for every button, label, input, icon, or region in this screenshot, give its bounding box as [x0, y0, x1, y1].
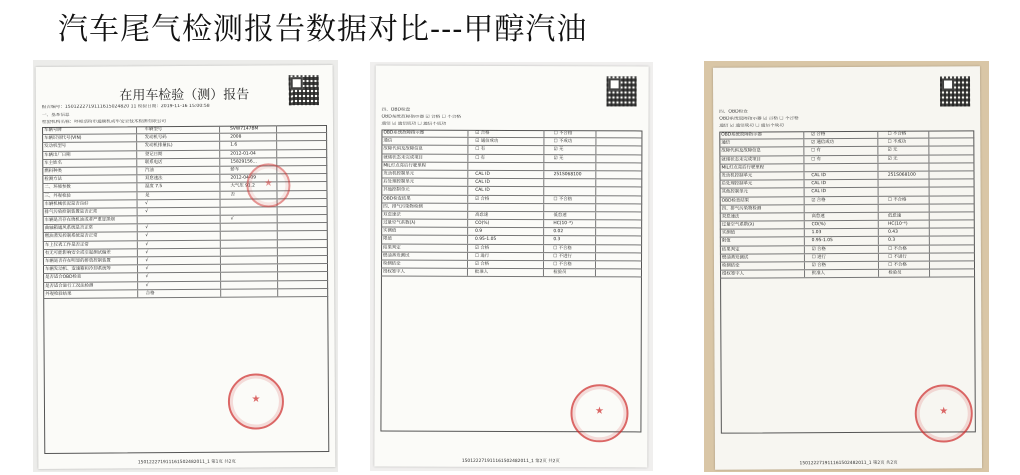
report-line: 通信 ☑ 通信成功 ☐ 通信不成功	[719, 123, 784, 129]
table-cell: 通信	[721, 140, 731, 146]
table-cell: 双怠速法	[383, 212, 401, 218]
report-photo-2	[370, 62, 653, 471]
table-cell: 四、排气污染物检测	[721, 206, 762, 212]
table-cell: 就绪状态未完成项目	[721, 157, 761, 163]
table-cell: ☑ 无	[553, 147, 564, 153]
table-cell: ☑ 合格	[475, 196, 490, 202]
report-sheet	[713, 66, 982, 469]
table-cell: 车辆发动机、变速箱和冷却系统等	[44, 266, 111, 273]
table-cell: HC(10⁻⁶)	[888, 221, 908, 227]
table-cell: ☑ 无	[887, 148, 898, 154]
table-cell: 温度 7.5	[145, 184, 163, 190]
table-cell: 批准人	[474, 270, 489, 276]
table-cell: 0.43	[888, 229, 898, 236]
table-cell: 登记日期	[144, 151, 163, 157]
table-cell: ☐ 有	[475, 147, 486, 153]
table-cell: 检验员	[553, 270, 567, 276]
table-cell: ☐ 有	[811, 148, 821, 154]
table-cell: OBD检查结果	[721, 198, 750, 204]
report-footer: 150122271911161502482011_1 第2页 共2页	[461, 458, 560, 465]
table-cell: CO(%)	[475, 220, 490, 226]
table-cell: √	[145, 209, 149, 215]
table-cell: 车辆型号	[144, 127, 163, 133]
table-cell: 低怠速	[553, 213, 567, 219]
table-cell: ☐ 不合格	[553, 131, 573, 137]
page-headline: 汽车尾气检测报告数据对比---甲醇汽油	[58, 12, 588, 47]
table-cell: HC(10⁻⁶)	[553, 221, 573, 227]
table-cell: 否	[230, 192, 236, 198]
report-line: 通信 ☑ 通信成功 ☐ 通信不成功	[381, 121, 447, 127]
table-cell: √	[145, 282, 149, 288]
report-line: OBD系统故障指示器 ☑ 合格 ☐ 不合格	[719, 116, 799, 122]
table-cell: 通信	[383, 138, 393, 144]
table-cell: CAL ID	[475, 188, 490, 194]
table-cell: 结果判定	[383, 245, 401, 251]
table-cell: 0.3	[888, 238, 896, 244]
table-cell: 外观检验结果	[45, 291, 72, 297]
table-cell: 实测值	[383, 228, 397, 234]
table-cell: 高怠速	[811, 213, 825, 220]
report-footer: 150122271911161502482011_1 第2页 共2页	[799, 460, 898, 467]
table-cell: 其他控制单元	[383, 187, 410, 193]
table-cell: 是否适合进行工况法检测	[45, 283, 94, 289]
table-cell: 授权签字人	[722, 271, 745, 277]
table-cell: SVW7147BM	[230, 126, 259, 132]
table-cell: 低怠速	[888, 213, 902, 219]
table-cell: 车辆出厂日期	[44, 152, 71, 158]
table-cell: ☑ 合格	[811, 132, 826, 138]
table-cell: 实测值	[721, 230, 736, 236]
table-cell: ☑ 无	[887, 156, 898, 162]
table-cell: 过量空气系数(λ)	[383, 220, 416, 226]
red-seal-stamp	[915, 384, 973, 442]
table-cell: 0.3	[553, 237, 561, 243]
table-cell: ☐ 不进行	[888, 254, 907, 260]
table-cell: ☐ 不成功	[553, 139, 573, 145]
table-cell: 其他控制单元	[721, 189, 748, 195]
report-line: 一、基本信息	[41, 112, 70, 118]
table-cell: ☑ 合格	[811, 246, 826, 252]
report-photo-3	[704, 61, 989, 472]
table-cell: 三、外观检验	[44, 193, 71, 199]
report-line: 报告编号：1501222719111615024820 11 检验日期：2019-11-16 15:00:58	[41, 103, 210, 110]
table-cell: ☑ 合格	[475, 245, 490, 251]
table-cell: 曲轴箱通风系统是否正常	[44, 225, 94, 232]
table-cell: 限值	[721, 239, 731, 245]
report-table	[719, 130, 975, 279]
table-cell: 是否适合OBD检查	[45, 275, 82, 281]
table-cell: 结果判定	[721, 247, 740, 253]
table-cell: √	[145, 258, 149, 264]
table-cell: 检测结论	[721, 263, 740, 269]
table-cell: CAL ID	[475, 171, 490, 177]
table-cell: ☑ 合格	[811, 263, 826, 269]
table-cell: √	[145, 200, 148, 206]
table-cell: 大气压 91.2	[230, 183, 255, 189]
report-line: OBD系统故障指示器 ☑ 合格 ☐ 不合格	[381, 114, 462, 120]
report-table	[42, 125, 328, 299]
table-cell: 轿车	[230, 167, 240, 173]
table-cell: 车辆机械状况是否良好	[44, 201, 89, 207]
table-cell: 燃油蒸发控制系统是否正常	[44, 234, 98, 240]
table-cell: 故障代码及故障信息	[721, 148, 761, 155]
table-cell: ☐ 不成功	[887, 139, 907, 145]
table-cell: √	[145, 233, 149, 239]
table-cell: 发动机控制单元	[383, 171, 415, 177]
table-cell: √	[145, 266, 149, 272]
qr-code-icon	[940, 76, 970, 106]
table-cell: √	[145, 250, 149, 256]
report-line: 检验机构名称：呼和浩特市通顺机动车安全技术检测有限公司	[41, 119, 167, 125]
table-cell: 后处理控制单元	[721, 181, 753, 187]
table-cell: 251S068100	[553, 172, 582, 178]
table-cell: CAL ID	[811, 181, 826, 187]
report-sheet	[374, 66, 648, 468]
table-cell: 燃油蒸发测试	[721, 255, 749, 261]
table-cell: 燃油蒸发测试	[383, 253, 410, 259]
table-cell: 检测方法	[44, 176, 62, 183]
table-cell: 发动机控制单元	[721, 173, 753, 179]
table-cell: 0.9	[475, 229, 483, 235]
table-cell: 联系电话	[144, 159, 163, 166]
table-cell: 车主姓名	[44, 160, 62, 166]
table-cell: 发动机排量(L)	[144, 143, 173, 149]
table-cell: 汽油	[144, 168, 154, 174]
table-cell: 检验员	[888, 270, 902, 276]
table-cell: CO(%)	[811, 222, 826, 228]
report-photo-1	[33, 60, 338, 472]
table-row	[720, 270, 975, 280]
red-seal-stamp	[246, 163, 290, 207]
table-cell: MIL灯点亮后行驶里程	[383, 163, 427, 169]
table-cell: 0.95-1.05	[811, 238, 833, 244]
report-footer: 150122271911161502482011_1 第1页 共2页	[137, 459, 236, 466]
table-cell: ☐ 不合格	[553, 245, 572, 251]
table-cell: 检测结论	[382, 261, 401, 267]
table-cell: ☐ 进行	[811, 254, 826, 260]
table-cell: ☐ 不合格	[888, 246, 907, 252]
table-cell: 批准人	[811, 271, 826, 277]
red-seal-stamp	[228, 373, 284, 429]
report-table	[381, 130, 643, 278]
table-cell: ☐ 不合格	[553, 196, 573, 202]
table-cell: 15829156...	[230, 159, 257, 165]
table-cell: 发动机型号	[44, 144, 67, 150]
table-cell: 车上仪表工作是否正常	[44, 242, 89, 248]
table-cell: 双怠速法	[721, 214, 740, 220]
report-line: 四、OBD检查	[381, 107, 411, 113]
table-cell: 2012-01-04	[230, 151, 256, 157]
table-cell: √	[145, 225, 149, 231]
report-sheet	[36, 65, 336, 469]
table-cell: ☐ 有	[811, 156, 821, 162]
table-cell: √	[145, 241, 149, 247]
red-seal-stamp	[570, 384, 628, 442]
table-cell: 燃料种类	[44, 168, 62, 174]
table-cell: √	[145, 274, 149, 280]
table-cell: CAL ID	[475, 179, 490, 186]
table-cell: OBD检查结果	[383, 196, 411, 202]
table-cell: 授权签字人	[382, 269, 405, 275]
table-cell: 有无可能影响安全或引起测试偏差	[44, 250, 111, 256]
table-row	[381, 269, 642, 278]
table-cell: 合格	[145, 290, 155, 297]
table-cell: 0.95-1.05	[475, 237, 497, 243]
table-cell: 1.6	[230, 143, 238, 149]
table-cell: ☐ 不合格	[888, 262, 907, 268]
table-cell: CAL ID	[811, 173, 826, 179]
table-cell: OBD系统故障指示器	[383, 130, 425, 136]
table-cell: 是	[145, 192, 150, 198]
table-cell: ☑ 合格	[475, 130, 490, 136]
table-cell: 2008	[230, 134, 242, 140]
table-cell: ☑ 合格	[811, 197, 826, 203]
table-cell: 车辆号牌	[44, 127, 62, 133]
table-cell: 故障代码及故障信息	[383, 146, 423, 153]
table-cell: 过量空气系数(λ)	[721, 222, 755, 228]
table-cell: ☐ 不合格	[553, 262, 572, 268]
qr-code-icon	[607, 76, 637, 106]
table-cell: ☐ 不合格	[887, 197, 907, 203]
table-cell: √	[230, 216, 234, 222]
table-cell: MIL灯点亮后行驶里程	[721, 165, 765, 171]
table-cell: OBD系统故障指示器	[721, 132, 762, 138]
table-cell: 251S068100	[887, 172, 916, 178]
report-line: 四、OBD检查	[719, 109, 748, 115]
table-cell: 双怠速法	[144, 176, 163, 182]
report-heading: 在用车检验（测）报告	[119, 87, 250, 104]
table-cell: ☑ 合格	[474, 261, 490, 267]
table-cell: 四、排气污染物检测	[383, 204, 423, 210]
table-cell: 后处理控制单元	[383, 179, 415, 185]
table-cell: ☐ 有	[475, 155, 486, 161]
table-cell: ☐ 进行	[474, 253, 490, 259]
table-cell: 就绪状态未完成项目	[383, 155, 423, 161]
table-cell: ☑ 通信成功	[475, 139, 499, 145]
table-cell: 1.03	[811, 230, 822, 236]
table-cell: 二、环境参数	[44, 185, 71, 191]
table-cell: 0.02	[553, 229, 564, 235]
table-cell: CAL ID	[811, 189, 827, 195]
table-cell: 车辆是否存在烧机油或者严重冒黑烟	[44, 217, 115, 224]
table-cell: ☑ 无	[553, 155, 564, 161]
table-cell: 车辆是否存在明显的排放控制装置	[44, 258, 111, 264]
table-cell: 高怠速	[475, 212, 489, 218]
table-cell: ☑ 通信成功	[811, 140, 835, 146]
table-cell: 车辆识别代号(VIN)	[44, 135, 82, 142]
table-cell: ☐ 不合格	[887, 131, 907, 137]
table-cell: 2012-04-09	[230, 175, 257, 181]
table-cell: 发动机号码	[144, 135, 167, 141]
table-cell: ☐ 不进行	[553, 253, 572, 260]
table-cell: 排气污染控制装置是否正常	[44, 209, 98, 215]
table-cell: 限值	[383, 236, 392, 243]
